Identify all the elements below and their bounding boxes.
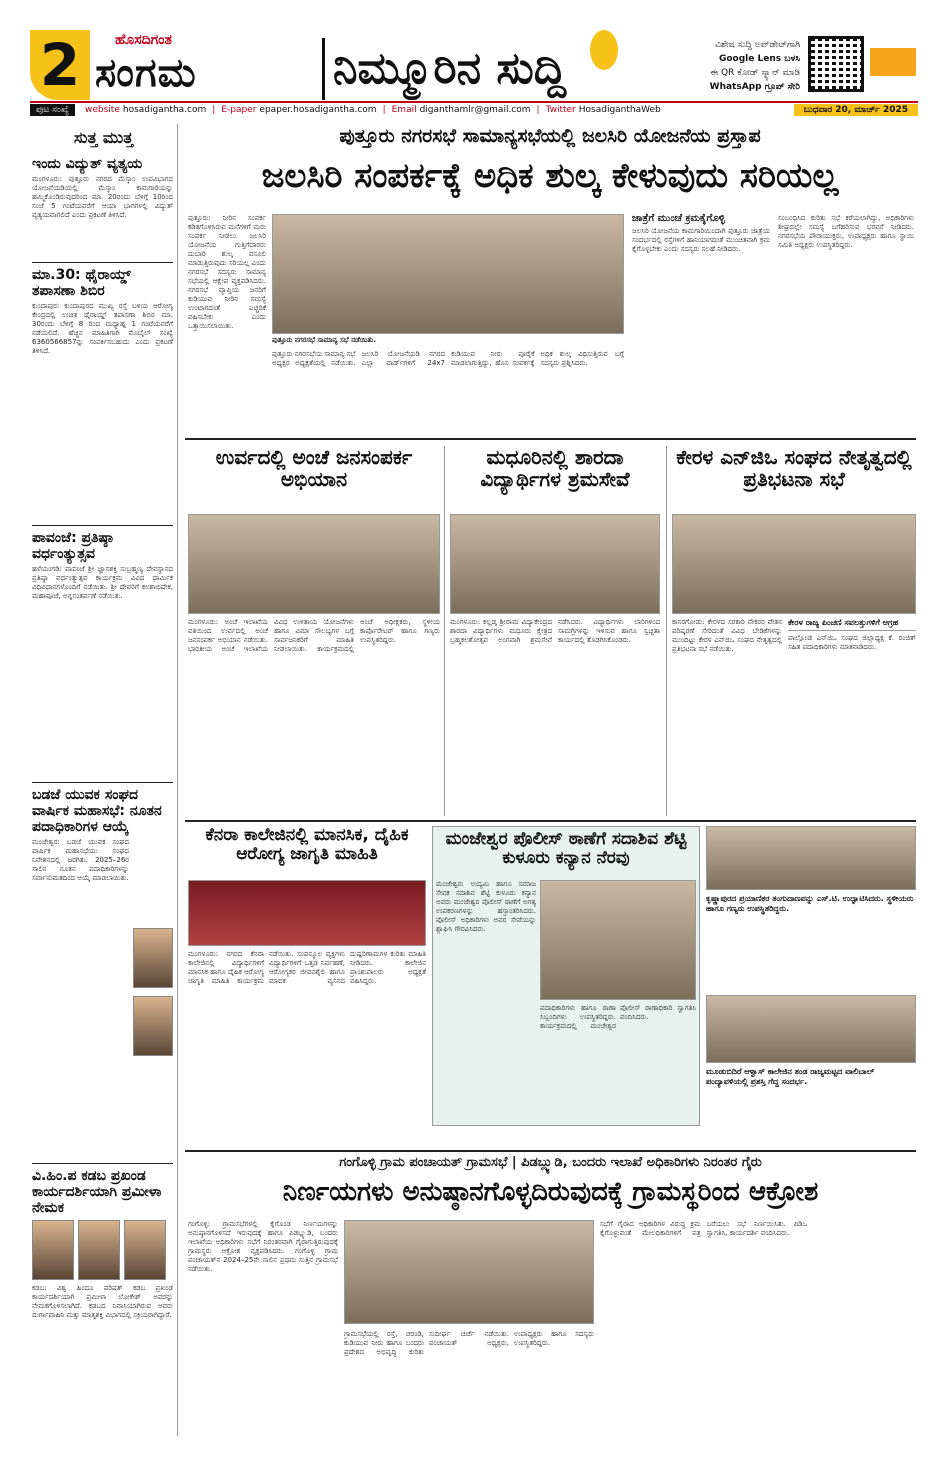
brief-story bbox=[32, 1168, 173, 1398]
story-headline: ಮಧೂರಿನಲ್ಲಿ ಶಾರದಾ ವಿದ್ಯಾರ್ಥಿಗಳ ಶ್ರಮಸೇವೆ bbox=[480, 445, 630, 491]
email-label: Email bbox=[391, 105, 417, 115]
bottom-body-3: ಸಭೆಗೆ ಗೈರಾದ ಅಧಿಕಾರಿಗಳ ವಿರುದ್ಧ ಕ್ರಮ ಕೈಗೊಳ್ಳುವಂತೆ ಮೇಲಧಿಕಾರಿಗಳಿಗೆ ಪತ್ರ ಬರೆಯಲು ಸಭೆ ನಿರ್ಣಯಿಸಿತು. ಪಿಡಿಒ ಸ್ವಾಗತಿಸಿ, ಕಾರ್ಯದರ್ಶಿ ವಂದಿಸಿದರು. bbox=[600, 1220, 808, 1237]
bottom-body: ಗಂಗೊಳ್ಳಿ: ಗ್ರಾಮಸಭೆಗಳಲ್ಲಿ ಕೈಗೊಂಡ ನಿರ್ಣಯಗಳನ್ನು ಅನುಷ್ಠಾನಗೊಳಿಸದೆ ಇರುವುದಕ್ಕೆ ಹಾಗೂ ಪಿಡಬ್ಲ್ಯುಡಿ, ಬಂದರು ಇಲಾಖೆಯ ಅಧಿಕಾರಿಗಳು ಸಭೆಗೆ ನಿರಂತರವಾಗಿ ಗೈರಾಗುತ್ತಿರುವುದಕ್ಕೆ ಗ್ರಾಮಸ್ಥರು ಆಕ್ರೋಶ ವ್ಯಕ್ತಪಡಿಸಿದರು. ಗಂಗೊಳ್ಳಿ ಗ್ರಾಮ ಪಂಚಾಯತ್‌ನ 2024–25ನೇ ಸಾಲಿನ ಪ್ರಥಮ ಸುತ್ತಿನ ಗ್ರಾಮಸಭೆ ನಡೆಯಿತು. bbox=[188, 1220, 338, 1273]
nameplate: ನಿಮ್ಮೂರಿನ ಸುದ್ದಿ bbox=[322, 38, 614, 100]
story-body: ಕಾಸರಗೋಡು: ಕೇರಳದ ಸರಕಾರಿ ನೌಕರರ ವೇತನ ಪರಿಷ್ಕರಣೆ ಸೇರಿದಂತೆ ವಿವಿಧ ಬೇಡಿಕೆಗಳನ್ನು ಮುಂದಿಟ್ಟು ಕೇರಳ ಎನ್‌ಜಿಒ ಸಂಘದ ನೇತೃತ್ವದಲ್ಲಿ ಪ್ರತಿಭಟನಾ ಸಭೆ ನಡೆಯಿತು. bbox=[672, 618, 782, 653]
lead-body: ಪುತ್ತೂರು: ನೀರಿನ ಸಂಪರ್ಕ ಕಡಿತಗೊಳಿಸಿರುವ ಮನೆಗಳಿಗೆ ಮರು ಸಂಪರ್ಕ ನೀಡಲು ಜಲಸಿರಿ ಯೋಜನೆಯ ಗುತ್ತಿಗೆದಾರರು ದುಬಾರಿ ಶುಲ್ಕ ವಸೂಲಿ ಮಾಡುತ್ತಿರುವುದು ಸರಿಯಲ್ಲ ಎಂದು ನಗರಸಭೆ ಸದಸ್ಯರು ಸಾಮಾನ್ಯ ಸಭೆಯಲ್ಲಿ ಆಕ್ಷೇಪ ವ್ಯಕ್ತಪಡಿಸಿದರು. ನಗರಸಭೆ ವ್ಯಾಪ್ತಿಯ ಜನರಿಗೆ ಕುಡಿಯುವ ನೀರಿನ ಸಮಸ್ಯೆ ಉಂಟಾಗದಂತೆ ಎಚ್ಚರಿಕೆ ವಹಿಸಬೇಕು ಎಂದು ಒತ್ತಾಯಿಸಲಾಯಿತು. bbox=[188, 214, 266, 330]
epaper-link[interactable]: epaper.hosadigantha.com bbox=[259, 105, 377, 115]
brief-body: ಹಳೆಯಂಗಡಿ: ಪಾವಂಜೆ ಶ್ರೀ ಜ್ಞಾನಶಕ್ತಿ ಸುಬ್ರಹ್ಮಣ್ಯ ದೇವಸ್ಥಾನದ ಪ್ರತಿಷ್ಠಾ ವರ್ಧಂತ್ಯುತ್ಸವ ಕಾರ್ಯಕ್ರಮ ವಿವಿಧ ಧಾರ್ಮಿಕ ವಿಧಿವಿಧಾನಗಳೊಂದಿಗೆ ನಡೆಯಿತು. ಶ್ರೀ ದೇವರಿಗೆ ಕಲಶಾಭಿಷೇಕ, ಮಹಾಪೂಜೆ, ಅನ್ನಸಂತರ್ಪಣೆ ನಡೆಯಿತು. bbox=[32, 565, 173, 600]
page-number: 2 bbox=[30, 30, 90, 100]
promo-line: Google Lens ಬಳಸಿ bbox=[718, 54, 800, 64]
story-photo bbox=[706, 995, 916, 1063]
story-photo bbox=[672, 514, 916, 614]
promo-line: ವಿಶೇಷ ಸುದ್ದಿ ಅಪ್‌ಡೇಟ್‌ಗಾಗಿ bbox=[715, 40, 800, 50]
left-column bbox=[30, 124, 178, 1436]
story-urwa bbox=[188, 446, 440, 816]
bottom-body-2: ಗ್ರಾಮಸಭೆಯಲ್ಲಿ ರಸ್ತೆ, ಚರಂಡಿ, ಕುಡಿಯುವ ನೀರು ಹಾಗೂ ಬಂದರು ಪ್ರದೇಶದ ಅಭಿವೃದ್ಧಿ ಕುರಿತು ಸುದೀರ್ಘ ಚರ್ಚೆ ನಡೆಯಿತು. ಪಂಚಾಯತ್ ಅಧ್ಯಕ್ಷರು, ಉಪಾಧ್ಯಕ್ಷರು ಹಾಗೂ ಸದಸ್ಯರು ಉಪಸ್ಥಿತರಿದ್ದರು. bbox=[344, 1330, 594, 1356]
story-photo bbox=[450, 514, 660, 614]
bottom-kicker: ಗಂಗೊಳ್ಳಿ ಗ್ರಾಮ ಪಂಚಾಯತ್ ಗ್ರಾಮಸಭೆ | ಪಿಡಬ್ಲ್ಯುಡಿ, ಬಂದರು ಇಲಾಖೆ ಅಧಿಕಾರಿಗಳು ನಿರಂತರ ಗೈರು bbox=[339, 1156, 762, 1170]
email-link[interactable]: diganthamlr@gmail.com bbox=[419, 105, 531, 115]
lead-photo bbox=[272, 214, 624, 334]
twitter-link[interactable]: HosadiganthaWeb bbox=[578, 105, 661, 115]
brief-headline: ಬಡಜೆ ಯುವಕ ಸಂಘದ ವಾರ್ಷಿಕ ಮಹಾಸಭೆ: ನೂತನ ಪದಾಧಿಕಾರಿಗಳ ಆಯ್ಕೆ bbox=[32, 787, 162, 835]
lead-sidebar bbox=[632, 214, 770, 428]
photo-story-1 bbox=[706, 826, 916, 991]
promo-line: WhatsApp ಗ್ರೂಪ್ ಸೇರಿ bbox=[709, 82, 800, 92]
story-body: ಮಂಜೇಶ್ವರ: ಉದ್ಯಮಿ ಹಾಗೂ ಸಮಾಜ ಸೇವಕ ಸದಾಶಿವ ಶೆಟ್ಟಿ ಕುಳೂರು ಕನ್ಯಾನ ಅವರು ಮಂಜೇಶ್ವರ ಪೊಲೀಸ್ ಠಾಣೆಗೆ ಅಗತ್ಯ ಉಪಕರಣಗಳನ್ನು ಹಸ್ತಾಂತರಿಸಿದರು. ಪೊಲೀಸ್ ಅಧಿಕಾರಿಗಳು ಅವರ ಸೇವೆಯನ್ನು ಶ್ಲಾಘಿಸಿ ಗೌರವಿಸಿದರು. bbox=[436, 880, 536, 933]
info-bar: ಪುಟ ಸಂಖ್ಯೆ website hosadigantha.com | E-paper epaper.hosadigantha.com | Email diganthamlr@gmail.com | Twitter HosadiganthaWeb ಬುಧವಾರ 20, ಮಾರ್ಚ್ 2025 bbox=[30, 101, 918, 117]
story-madhur bbox=[450, 446, 660, 816]
story-photo bbox=[540, 880, 696, 1000]
brief-story bbox=[32, 530, 173, 776]
portrait-row bbox=[32, 1220, 173, 1280]
brand-title: ಸಂಗಮ bbox=[95, 50, 197, 96]
sidebar-headline: ಜಾತ್ರೆಗೆ ಮುಂಚೆ ಕ್ರಮಕೈಗೊಳ್ಳಿ bbox=[632, 213, 725, 224]
story-kerala-ngo bbox=[672, 446, 916, 816]
story-headline: ಕೇರಳ ಎನ್‌ಜಿಒ ಸಂಘದ ನೇತೃತ್ವದಲ್ಲಿ ಪ್ರತಿಭಟನಾ ಸಭೆ bbox=[676, 445, 912, 491]
story-body: ಮಂಗಳೂರು: ಕಲ್ಲಡ್ಕ ಶ್ರೀರಾಮ ವಿದ್ಯಾಕೇಂದ್ರದ ಶಾರದಾ ವಿದ್ಯಾರ್ಥಿಗಳು ಮಧೂರು ಕ್ಷೇತ್ರದ ಬ್ರಹ್ಮಕಲಶೋತ್ಸವ ಅಂಗವಾಗಿ ಶ್ರಮಸೇವೆ ನಡೆಸಿದರು. ವಿದ್ಯಾರ್ಥಿಗಳು ಲಾರಿಗಳಿಂದ ಸಾಮಗ್ರಿಗಳನ್ನು ಇಳಿಸುವ ಹಾಗೂ ಸ್ವಚ್ಛತಾ ಕಾರ್ಯದಲ್ಲಿ ತೊಡಗಿಸಿಕೊಂಡರು. bbox=[450, 618, 660, 644]
story-headline: ಉರ್ವದಲ್ಲಿ ಅಂಚೆ ಜನಸಂಪರ್ಕ ಅಭಿಯಾನ bbox=[215, 445, 413, 491]
photo-story-2 bbox=[706, 995, 916, 1145]
brief-story bbox=[32, 156, 173, 256]
section-label: ಪುಟ ಸಂಖ್ಯೆ bbox=[30, 104, 75, 116]
promo-line: ಈ QR ಕೋಡ್ ಸ್ಕ್ಯಾನ್ ಮಾಡಿ bbox=[710, 68, 800, 78]
brief-story bbox=[32, 267, 173, 519]
story-headline: ಕೆನರಾ ಕಾಲೇಜಿನಲ್ಲಿ ಮಾನಸಿಕ, ದೈಹಿಕ ಆರೋಗ್ಯ ಜಾಗೃತಿ ಮಾಹಿತಿ bbox=[205, 825, 409, 864]
portrait-photo bbox=[32, 1220, 74, 1280]
portrait-photo bbox=[124, 1220, 166, 1280]
story-box-headline: ಕೇರಳ ರಾಜ್ಯ ಪಿಂಚಣಿ ಸವಲತ್ತುಗಳಿಗೆ ಆಗ್ರಹ bbox=[788, 618, 916, 631]
lead-photo-caption: ಪುತ್ತೂರು ನಗರಸಭೆ ಸಾಮಾನ್ಯ ಸಭೆ ನಡೆಯಿತು. bbox=[272, 336, 377, 344]
story-box-body: ಪಾಲ್ಗೊಂಡ ಎನ್‌ಜಿಒ ಸಂಘದ ಜಿಲ್ಲಾಧ್ಯಕ್ಷ ಕೆ. ರಂಜಿತ್ ಸಹಿತ ಪದಾಧಿಕಾರಿಗಳು ಮಾತನಾಡಿದರು. bbox=[788, 634, 916, 651]
epaper-label: E-paper bbox=[221, 105, 257, 115]
story-headline: ಮಂಜೇಶ್ವರ ಪೊಲೀಸ್ ಠಾಣೆಗೆ ಸದಾಶಿವ ಶೆಟ್ಟಿ ಕುಳೂರು ಕನ್ಯಾನ ನೆರವು bbox=[445, 829, 687, 868]
story-canara bbox=[188, 826, 426, 1126]
portrait-photo bbox=[78, 1220, 120, 1280]
photo-caption: ಮೂಡುಬಿದಿರೆ ಆಳ್ವಾಸ್ ಕಾಲೇಜಿನ ತಂಡ ರಾಜ್ಯಮಟ್ಟದ ವಾಲಿಬಾಲ್ ಪಂದ್ಯಾವಳಿಯಲ್ಲಿ ಪ್ರಶಸ್ತಿ ಗೆದ್ದ ಸಂದರ್ಭ. bbox=[706, 1067, 875, 1086]
story-photo bbox=[706, 826, 916, 890]
qr-code-icon[interactable] bbox=[808, 36, 864, 92]
brief-body: ಮಂಜೇಶ್ವರ: ಬಡಜೆ ಯುವಕ ಸಂಘದ ವಾರ್ಷಿಕ ಮಹಾಸಭೆಯು ಸಂಘದ ನಿವೇಶನದಲ್ಲಿ ಜರಗಿತು. 2025–26ರ ಸಾಲಿನ ನೂತನ ಪದಾಧಿಕಾರಿಗಳನ್ನು ಸರ್ವಾನುಮತದಿಂದ ಆಯ್ಕೆ ಮಾಡಲಾಯಿತು. bbox=[32, 838, 129, 882]
brief-body: ಕುಂದಾಪುರ: ಕುಂದಾಪುರದ ಮುಖ್ಯ ರಸ್ತೆ ಬಳಿಯ ಆರೋಗ್ಯ ಕೇಂದ್ರದಲ್ಲಿ ಉಚಿತ ಥೈರಾಯ್ಡ್ ತಪಾಸಣಾ ಶಿಬಿರ ಮಾ. 30ರಂದು ಬೆಳಿಗ್ಗೆ 8 ರಿಂದ ಮಧ್ಯಾಹ್ನ 1 ಗಂಟೆಯವರೆಗೆ ನಡೆಯಲಿದೆ. ಹೆಚ್ಚಿನ ಮಾಹಿತಿಗಾಗಿ ಮೊಬೈಲ್ ಸಂಖ್ಯೆ 6360566857ನ್ನು ಸಂಪರ್ಕಿಸಬಹುದು ಎಂದು ಪ್ರಕಟಣೆ ತಿಳಿಸಿದೆ. bbox=[32, 302, 173, 355]
lead-kicker: ಪುತ್ತೂರು ನಗರಸಭೆ ಸಾಮಾನ್ಯಸಭೆಯಲ್ಲಿ ಜಲಸಿರಿ ಯೋಜನೆಯ ಪ್ರಸ್ತಾಪ bbox=[339, 125, 761, 147]
brief-headline: ಇಂದು ವಿದ್ಯುತ್ ವ್ಯತ್ಯಯ bbox=[32, 156, 143, 172]
photo-caption: ಕೃಷ್ಣಾಪುರದ ಪ್ರಯಾಣಿಕರ ತಂಗುದಾಣವನ್ನು ಎಸ್.ಟಿ. ಉದ್ಘಾಟಿಸಿದರು. ಸ್ಥಳೀಯರು ಹಾಗೂ ಗಣ್ಯರು ಉಪಸ್ಥಿತರಿದ್ದರು. bbox=[706, 894, 914, 913]
portrait-photo bbox=[133, 996, 173, 1056]
promo-text bbox=[640, 38, 800, 94]
section-logo: ಸುತ್ತ ಮುತ್ತ bbox=[73, 128, 134, 147]
bottom-headline: ನಿರ್ಣಯಗಳು ಅನುಷ್ಠಾನಗೊಳ್ಳದಿರುವುದಕ್ಕೆ ಗ್ರಾಮಸ್ಥರಿಂದ ಆಕ್ರೋಶ bbox=[282, 1178, 819, 1207]
sidebar-body: ಜಲಸಿರಿ ಯೋಜನೆಯ ಕಾಮಗಾರಿಯಿಂದಾಗಿ ಪುತ್ತೂರು ಜಾತ್ರೆಯ ಸಂದರ್ಭದಲ್ಲಿ ರಸ್ತೆಗಳಿಗೆ ಹಾನಿಯಾಗದಂತೆ ಮುಂಚಿತವಾಗಿ ಕ್ರಮ ಕೈಗೊಳ್ಳಬೇಕು ಎಂದು ಸದಸ್ಯರು ಸಲಹೆ ನೀಡಿದರು. bbox=[632, 227, 770, 253]
website-label: website bbox=[84, 105, 120, 115]
brief-body: ಕಡಬ: ವಿಶ್ವ ಹಿಂದೂ ಪರಿಷತ್ ಕಡಬ ಪ್ರಖಂಡ ಕಾರ್ಯದರ್ಶಿಯಾಗಿ ಪ್ರಮೀಳಾ ಲೋಕೇಶ್ ಅವರನ್ನು ನೇಮಕಗೊಳಿಸಲಾಗಿದೆ. ಕಡಬದ ನಿವಾಸಿಯಾಗಿರುವ ಅವರು ದುರ್ಗಾವಾಹಿನಿ ಮತ್ತು ಮಾತೃಶಕ್ತಿ ವಿಭಾಗದಲ್ಲಿ ಸಕ್ರಿಯರಾಗಿದ್ದಾರೆ. bbox=[32, 1284, 173, 1319]
brief-story bbox=[32, 787, 173, 1157]
lead-body-3: ಸಂಬಂಧಿಸಿದ ಕುರಿತು ಸಭೆ ಕರೆಯಲಾಗಿದ್ದು, ಅಧಿಕಾರಿಗಳು ಶೀಘ್ರದಲ್ಲೇ ಸಮಸ್ಯೆ ಬಗೆಹರಿಸುವ ಭರವಸೆ ನೀಡಿದರು. ನಗರಸಭೆಯ ಪೌರಾಯುಕ್ತರು, ಉಪಾಧ್ಯಕ್ಷರು ಹಾಗೂ ಸ್ಥಾಯಿ ಸಮಿತಿ ಅಧ್ಯಕ್ಷರು ಉಪಸ್ಥಿತರಿದ್ದರು. bbox=[778, 214, 914, 249]
brief-headline: ವಿ.ಹಿಂ.ಪ ಕಡಬ ಪ್ರಖಂಡ ಕಾರ್ಯದರ್ಶಿಯಾಗಿ ಪ್ರಮೀಳಾ ನೇಮಕ bbox=[32, 1168, 162, 1216]
brief-headline: ಪಾವಂಜೆ: ಪ್ರತಿಷ್ಠಾ ವರ್ಧಂತ್ಯುತ್ಸವ bbox=[32, 530, 114, 562]
bottom-photo bbox=[344, 1220, 594, 1324]
brand-top: ಹೊಸದಿಗಂತ bbox=[115, 32, 172, 48]
story-photo bbox=[188, 880, 426, 946]
accent-bar bbox=[870, 48, 916, 76]
website-link[interactable]: hosadigantha.com bbox=[122, 105, 207, 115]
issue-date: ಬುಧವಾರ 20, ಮಾರ್ಚ್ 2025 bbox=[794, 104, 918, 116]
twitter-label: Twitter bbox=[545, 105, 576, 115]
story-body: ಮಂಗಳೂರು: ನಗರದ ಕೆನರಾ ಕಾಲೇಜಿನಲ್ಲಿ ವಿದ್ಯಾರ್ಥಿಗಳಿಗೆ ಮಾನಸಿಕ ಹಾಗೂ ದೈಹಿಕ ಆರೋಗ್ಯ ಜಾಗೃತಿ ಮಾಹಿತಿ ಕಾರ್ಯಕ್ರಮ ನಡೆಯಿತು. ಸಂಪನ್ಮೂಲ ವ್ಯಕ್ತಿಗಳು ವಿದ್ಯಾರ್ಥಿಗಳಿಗೆ ಒತ್ತಡ ನಿರ್ವಹಣೆ, ಆರೋಗ್ಯಕರ ಜೀವನಶೈಲಿ ಹಾಗೂ ಮಾದಕ ವ್ಯಸನದ ದುಷ್ಪರಿಣಾಮಗಳ ಕುರಿತು ಮಾಹಿತಿ ನೀಡಿದರು. ಕಾಲೇಜಿನ ಪ್ರಾಂಶುಪಾಲರು ಅಧ್ಯಕ್ಷತೆ ವಹಿಸಿದ್ದರು. bbox=[188, 950, 426, 985]
story-body-2: ಪದಾಧಿಕಾರಿಗಳು ಹಾಗೂ ಠಾಣಾ ಸಿಬ್ಬಂದಿಗಳು ಉಪಸ್ಥಿತರಿದ್ದರು. ಕಾರ್ಯಕ್ರಮದಲ್ಲಿ ಮಂಜೇಶ್ವರ ಪೊಲೀಸ್ ಠಾಣಾಧಿಕಾರಿ ಸ್ವಾಗತಿಸಿ ವಂದಿಸಿದರು. bbox=[540, 1004, 696, 1030]
story-photo bbox=[188, 514, 440, 614]
portrait-stack bbox=[133, 838, 173, 1138]
brief-headline: ಮಾ.30: ಥೈರಾಯ್ಡ್ ತಪಾಸಣಾ ಶಿಬಿರ bbox=[32, 267, 131, 299]
brief-body: ಮಂಗಳೂರು: ಪುತ್ತೂರು ನಗರದ ಮೆಸ್ಕಾಂ ಉಪವಿಭಾಗದ ಯೋಜನೆಯಡಿಯಲ್ಲಿ ಮೆಸ್ಕಾಂ ಕಾಮಗಾರಿಯನ್ನು ಹಮ್ಮಿಕೊಂಡಿರುವುದರಿಂದ ಮಾ. 20ರಂದು ಬೆಳಿಗ್ಗೆ 10ರಿಂದ ಸಂಜೆ 5 ಗಂಟೆಯವರೆಗೆ ಆಯಾ ಭಾಗಗಳಲ್ಲಿ ವಿದ್ಯುತ್ ವ್ಯತ್ಯಯವಾಗಲಿದೆ ಎಂದು ಪ್ರಕಟಣೆ ತಿಳಿಸಿದೆ. bbox=[32, 175, 173, 219]
story-body: ಮಂಗಳೂರು: ಅಂಚೆ ಇಲಾಖೆಯ ವತಿಯಿಂದ ಉರ್ವದಲ್ಲಿ ಅಂಚೆ ಜನಸಂಪರ್ಕ ಅಭಿಯಾನ ನಡೆಯಿತು. ಭಾರತೀಯ ಅಂಚೆ ಇಲಾಖೆಯ ವಿವಿಧ ಉಳಿತಾಯ ಯೋಜನೆಗಳು ಹಾಗೂ ವಿಮಾ ಸೌಲಭ್ಯಗಳ ಬಗ್ಗೆ ಸಾರ್ವಜನಿಕರಿಗೆ ಮಾಹಿತಿ ನೀಡಲಾಯಿತು. ಕಾರ್ಯಕ್ರಮದಲ್ಲಿ ಅಂಚೆ ಅಧೀಕ್ಷಕರು, ಸ್ಥಳೀಯ ಕಾರ್ಪೊರೇಟರ್ ಹಾಗೂ ಗಣ್ಯರು ಉಪಸ್ಥಿತರಿದ್ದರು. bbox=[188, 618, 440, 653]
lead-headline: ಜಲಸಿರಿ ಸಂಪರ್ಕಕ್ಕೆ ಅಧಿಕ ಶುಲ್ಕ ಕೇಳುವುದು ಸರಿಯಲ್ಲ bbox=[261, 156, 839, 196]
portrait-photo bbox=[133, 928, 173, 988]
lead-body-2: ಪುತ್ತೂರು ನಗರಸಭೆಯ ಸಾಮಾನ್ಯ ಸಭೆ ಅಧ್ಯಕ್ಷರ ಅಧ್ಯಕ್ಷತೆಯಲ್ಲಿ ನಡೆಯಿತು. ಜಲಸಿರಿ ಯೋಜನೆಯಡಿ ನಗರದ ಎಲ್ಲಾ ವಾರ್ಡ್‌ಗಳಿಗೆ 24x7 ಕುಡಿಯುವ ನೀರು ಪೂರೈಕೆ ಮಾಡಲಾಗುತ್ತಿದ್ದು, ಹೊಸ ಸಂಪರ್ಕಕ್ಕೆ ಅಧಿಕ ಶುಲ್ಕ ವಿಧಿಸುತ್ತಿರುವ ಬಗ್ಗೆ ಸದಸ್ಯರು ಪ್ರಶ್ನಿಸಿದರು. bbox=[272, 350, 624, 367]
story-manjeshwar bbox=[432, 826, 700, 1126]
